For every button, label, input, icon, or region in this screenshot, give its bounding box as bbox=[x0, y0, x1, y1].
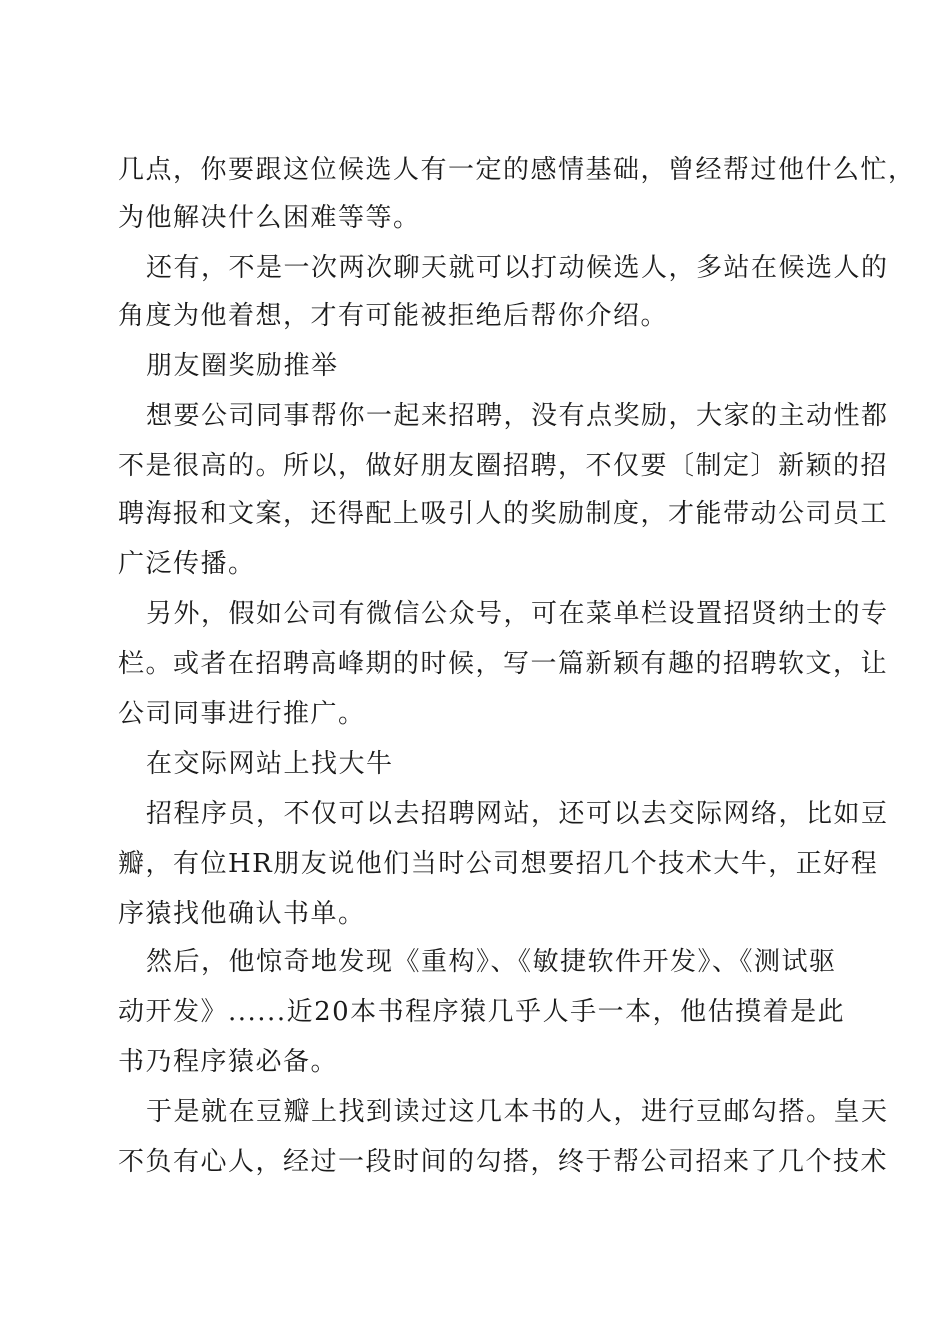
section-heading: 朋友圈奖励推举 bbox=[146, 351, 339, 381]
paragraph-start-line: 于是就在豆瓣上找到读过这几本书的人，进行豆邮勾搭。皇天 bbox=[146, 1097, 889, 1127]
text-line: 不负有心人，经过一段时间的勾搭，终于帮公司招来了几个技术 bbox=[118, 1147, 889, 1177]
section-heading: 在交际网站上找大牛 bbox=[146, 749, 394, 779]
text-line: 序猿找他确认书单。 bbox=[118, 899, 366, 929]
text-line: 角度为他着想，才有可能被拒绝后帮你介绍。 bbox=[118, 301, 669, 331]
paragraph-start-line: 还有，不是一次两次聊天就可以打动候选人，多站在候选人的 bbox=[146, 253, 889, 283]
paragraph-start-line: 然后，他惊奇地发现《重构》、《敏捷软件开发》、《测试驱 bbox=[146, 947, 837, 977]
paragraph-start-line: 另外，假如公司有微信公众号，可在菜单栏设置招贤纳士的专 bbox=[146, 599, 889, 629]
text-line: 栏。或者在招聘高峰期的时候，写一篇新颖有趣的招聘软文，让 bbox=[118, 649, 889, 679]
text-line: 公司同事进行推广。 bbox=[118, 699, 366, 729]
text-line: 广泛传播。 bbox=[118, 549, 256, 579]
text-line: 几点，你要跟这位候选人有一定的感情基础，曾经帮过他什么忙， bbox=[118, 155, 916, 185]
paragraph-start-line: 想要公司同事帮你一起来招聘，没有点奖励，大家的主动性都 bbox=[146, 401, 889, 431]
text-line: 聘海报和文案，还得配上吸引人的奖励制度，才能带动公司员工 bbox=[118, 499, 889, 529]
text-line: 不是很高的。所以，做好朋友圈招聘，不仅要〔制定〕新颖的招 bbox=[118, 451, 889, 481]
text-line: 动开发》......近20本书程序猿几乎人手一本，他估摸着是此 bbox=[118, 997, 846, 1027]
paragraph-start-line: 招程序员，不仅可以去招聘网站，还可以去交际网络，比如豆 bbox=[146, 799, 889, 829]
text-line: 书乃程序猿必备。 bbox=[118, 1047, 339, 1077]
text-line: 为他解决什么困难等等。 bbox=[118, 203, 421, 233]
text-line: 瓣，有位HR朋友说他们当时公司想要招几个技术大牛，正好程 bbox=[118, 849, 879, 879]
